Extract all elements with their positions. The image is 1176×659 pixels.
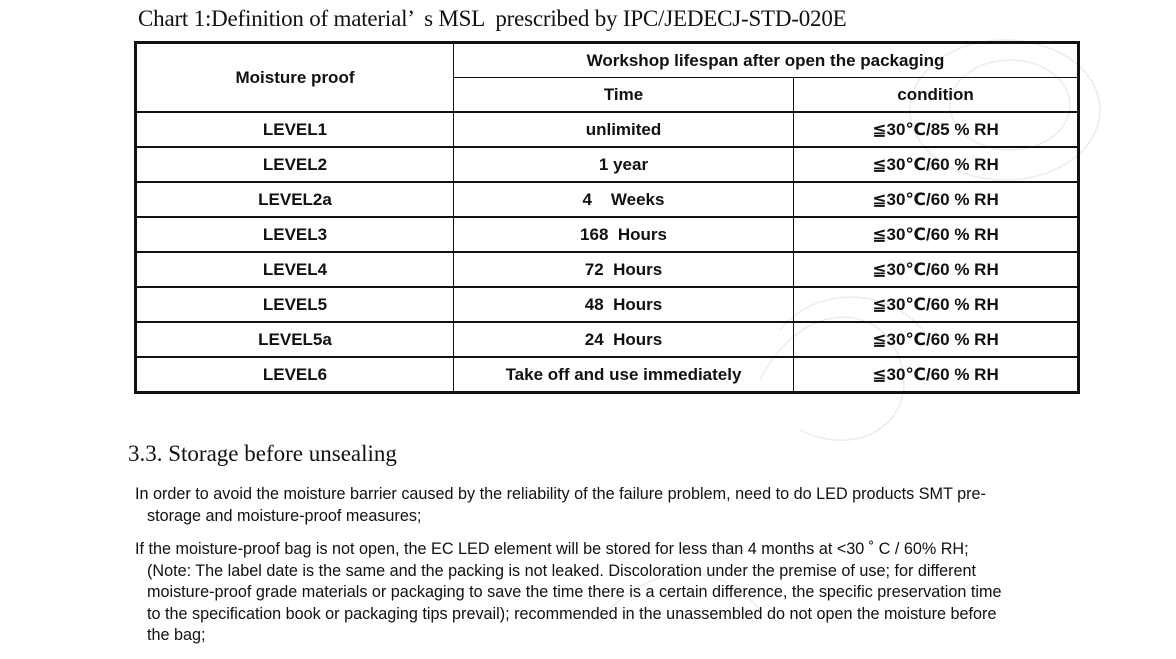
time-cell: 1 year	[454, 147, 794, 182]
table-row	[136, 217, 1079, 252]
level-cell: LEVEL6	[136, 357, 454, 393]
table-row	[136, 287, 1079, 322]
condition-cell: ≦30℃/60 % RH	[794, 357, 1079, 393]
header-time: Time	[454, 78, 794, 113]
header-condition: condition	[794, 78, 1079, 113]
paragraph-moisture-barrier	[135, 484, 1115, 527]
table-row	[136, 112, 1079, 147]
paragraph-line: In order to avoid the moisture barrier caused by the reliability of the failure problem, need to do LED products SMT pre-	[135, 485, 986, 503]
section-heading: 3.3. Storage before unsealing	[128, 441, 397, 466]
paragraph-line: storage and moisture-proof measures;	[147, 506, 422, 525]
paragraph-line: moisture-proof grade materials or packaging to save the time there is a certain difference, the specific preservation time	[147, 583, 1002, 601]
chart-title: Chart 1:Definition of material’ s MSL prescribed by IPC/JEDECJ-STD-020E	[138, 6, 847, 31]
time-cell: 168 Hours	[454, 217, 794, 252]
level-cell: LEVEL1	[136, 112, 454, 147]
time-cell: 72 Hours	[454, 252, 794, 287]
paragraph-storage-conditions	[135, 539, 1115, 647]
paragraph-line: (Note: The label date is the same and the packing is not leaked. Discoloration under the premise of use; for different	[147, 561, 977, 580]
condition-cell: ≦30℃/60 % RH	[794, 322, 1079, 357]
time-cell: 24 Hours	[454, 322, 794, 357]
table-row	[136, 182, 1079, 217]
condition-cell: ≦30℃/60 % RH	[794, 182, 1079, 217]
table-row	[136, 252, 1079, 287]
header-workshop-lifespan: Workshop lifespan after open the packaging	[454, 43, 1079, 78]
condition-cell: ≦30℃/60 % RH	[794, 217, 1079, 252]
condition-cell: ≦30℃/60 % RH	[794, 147, 1079, 182]
msl-table	[134, 41, 1080, 394]
level-cell: LEVEL2	[136, 147, 454, 182]
table-header-row	[136, 43, 1079, 78]
level-cell: LEVEL4	[136, 252, 454, 287]
paragraph-line: to the specification book or packaging tips prevail); recommended in the unassembled do not open the moisture before	[147, 604, 997, 623]
condition-cell: ≦30℃/85 % RH	[794, 112, 1079, 147]
header-moisture-proof: Moisture proof	[136, 43, 454, 113]
level-cell: LEVEL2a	[136, 182, 454, 217]
level-cell: LEVEL5a	[136, 322, 454, 357]
time-cell: Take off and use immediately	[454, 357, 794, 393]
condition-cell: ≦30℃/60 % RH	[794, 252, 1079, 287]
time-cell: 4 Weeks	[454, 182, 794, 217]
paragraph-line: If the moisture-proof bag is not open, the EC LED element will be stored for less than 4 months at <30 ˚ C / 60% RH;	[135, 540, 969, 558]
level-cell: LEVEL3	[136, 217, 454, 252]
time-cell: 48 Hours	[454, 287, 794, 322]
condition-cell: ≦30℃/60 % RH	[794, 287, 1079, 322]
table-row	[136, 322, 1079, 357]
paragraph-line: the bag;	[147, 626, 206, 644]
time-cell: unlimited	[454, 112, 794, 147]
table-row	[136, 357, 1079, 393]
level-cell: LEVEL5	[136, 287, 454, 322]
table-row	[136, 147, 1079, 182]
